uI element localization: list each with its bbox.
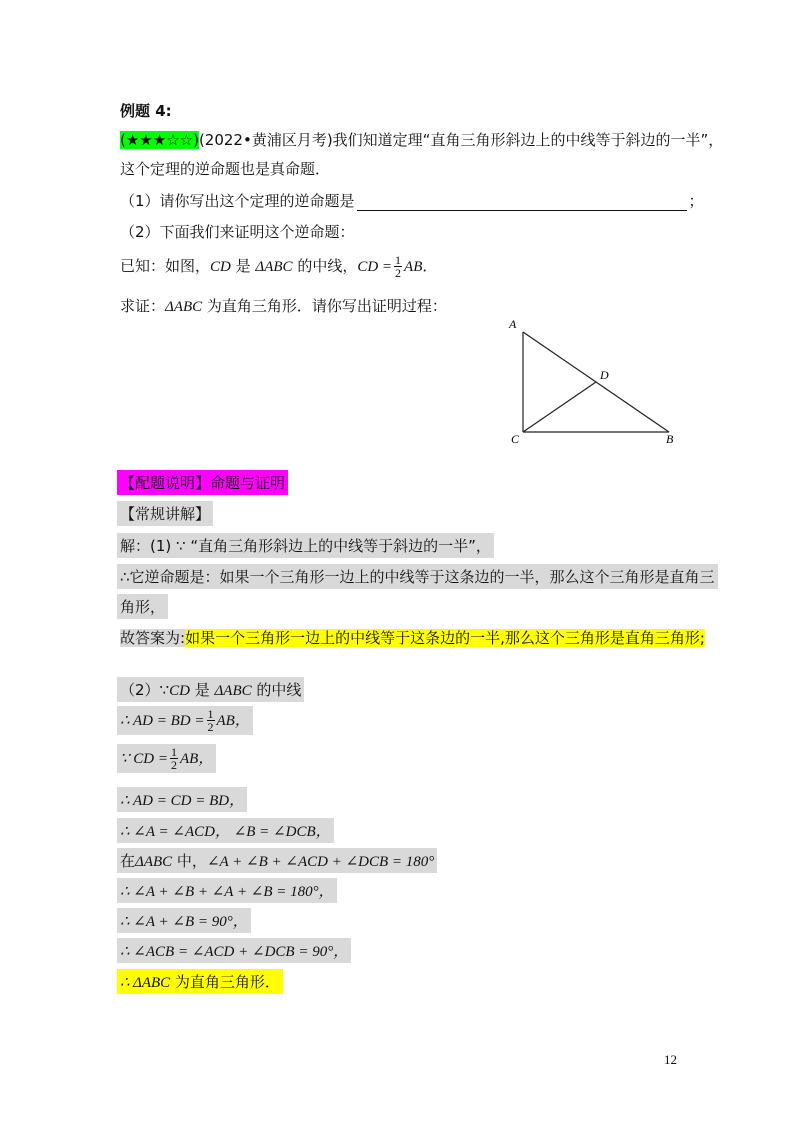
proof-3-right: AB， xyxy=(180,751,214,767)
fraction-half xyxy=(394,254,402,279)
intro-text: (2022•黄浦区月考)我们知道定理“直角三角形斜边上的中线等于斜边的一半”， xyxy=(198,131,724,149)
prove-line xyxy=(120,295,447,316)
proof-6-mid: 中， xyxy=(172,852,207,870)
proof-conclusion xyxy=(117,969,283,994)
given-median: 的中线， xyxy=(292,257,358,275)
median-cd xyxy=(523,382,596,432)
proof-2-left: ∴ AD = BD = xyxy=(120,713,205,729)
proof-1-triangle: ΔABC xyxy=(214,683,252,699)
fraction-numerator: 1 xyxy=(395,253,402,267)
label-b: B xyxy=(666,432,674,446)
intro-line-2: 这个定理的逆命题也是真命题． xyxy=(120,160,331,178)
proof-line-3 xyxy=(117,744,216,773)
answer-text: 如果一个三角形一边上的中线等于这条边的一半,那么这个三角形是直角三角形; xyxy=(185,629,705,647)
label-a: A xyxy=(509,317,517,331)
intro-line xyxy=(120,129,723,150)
solution-1-line-2: ∴它逆命题是：如果一个三角形一边上的中线等于这条边的一半，那么这个三角形是直角三 xyxy=(117,564,718,589)
solution-1-line-1: 解：(1) ∵ “直角三角形斜边上的中线等于斜边的一半”， xyxy=(117,533,494,558)
proof-line-8: ∴ ∠A + ∠B = 90°， xyxy=(117,908,251,933)
answer-line xyxy=(117,625,708,650)
proof-3-fraction xyxy=(170,746,178,771)
prove-label: 求证： xyxy=(120,297,166,315)
label-d: D xyxy=(600,368,609,382)
triangle-figure xyxy=(500,312,690,452)
proof-3-numerator: 1 xyxy=(171,745,178,759)
proof-6-prefix: 在 xyxy=(120,852,136,870)
proof-line-1 xyxy=(117,677,304,702)
prove-triangle: ΔABC xyxy=(165,299,203,315)
proof-6-triangle: ΔABC xyxy=(135,854,173,870)
proof-1-end: 的中线 xyxy=(251,681,302,699)
given-cd: CD xyxy=(210,259,231,275)
question-2: （2）下面我们来证明这个逆命题： xyxy=(120,223,355,241)
proof-3-denominator: 2 xyxy=(171,758,178,772)
label-c: C xyxy=(511,432,520,446)
proof-3-left: ∵ CD = xyxy=(120,751,169,767)
fraction-denominator: 2 xyxy=(395,266,402,280)
proof-2-numerator: 1 xyxy=(207,707,214,721)
proof-6-equation: ∠A + ∠B + ∠ACD + ∠DCB = 180° xyxy=(206,854,435,870)
section-explain: 【常规讲解】 xyxy=(117,501,213,526)
given-line xyxy=(120,254,437,279)
conclusion-triangle: ∴ ΔABC xyxy=(120,975,171,991)
difficulty-stars: (★★★☆☆) xyxy=(120,131,199,149)
given-label: 已知：如图， xyxy=(120,257,211,275)
answer-label: 故答案为: xyxy=(120,629,186,647)
question-1 xyxy=(120,190,704,211)
question-1-text: （1）请你写出这个定理的逆命题是 xyxy=(120,192,355,210)
proof-line-4: ∴ AD = CD = BD， xyxy=(117,787,247,812)
proof-line-6 xyxy=(117,848,437,873)
proof-2-right: AB， xyxy=(216,713,250,729)
proof-1-cd: CD xyxy=(169,683,190,699)
proof-1-prefix: （2）∵ xyxy=(120,681,170,699)
proof-2-denominator: 2 xyxy=(207,720,214,734)
page-number: 12 xyxy=(664,1052,677,1067)
given-is: 是 xyxy=(230,257,256,275)
given-eq-left: CD = xyxy=(357,259,393,275)
answer-blank xyxy=(357,196,687,211)
proof-line-7: ∴ ∠A + ∠B + ∠A + ∠B = 180°， xyxy=(117,878,337,903)
given-end: ． xyxy=(422,257,438,275)
prove-text: 为直角三角形．请你写出证明过程： xyxy=(202,297,447,315)
example-title: 例题 4: xyxy=(120,102,172,120)
proof-line-5: ∴ ∠A = ∠ACD， ∠B = ∠DCB， xyxy=(117,818,334,843)
given-triangle: ΔABC xyxy=(255,259,293,275)
section-tag: 【配题说明】命题与证明 xyxy=(117,470,288,495)
given-eq-right: AB xyxy=(404,259,423,275)
conclusion-text: 为直角三角形． xyxy=(170,973,280,991)
proof-line-2 xyxy=(117,706,253,735)
proof-2-fraction xyxy=(207,708,215,733)
question-1-end: ； xyxy=(688,192,704,210)
solution-1-line-3: 角形， xyxy=(117,594,168,619)
proof-1-is: 是 xyxy=(189,681,215,699)
proof-line-9: ∴ ∠ACB = ∠ACD + ∠DCB = 90°， xyxy=(117,938,351,963)
